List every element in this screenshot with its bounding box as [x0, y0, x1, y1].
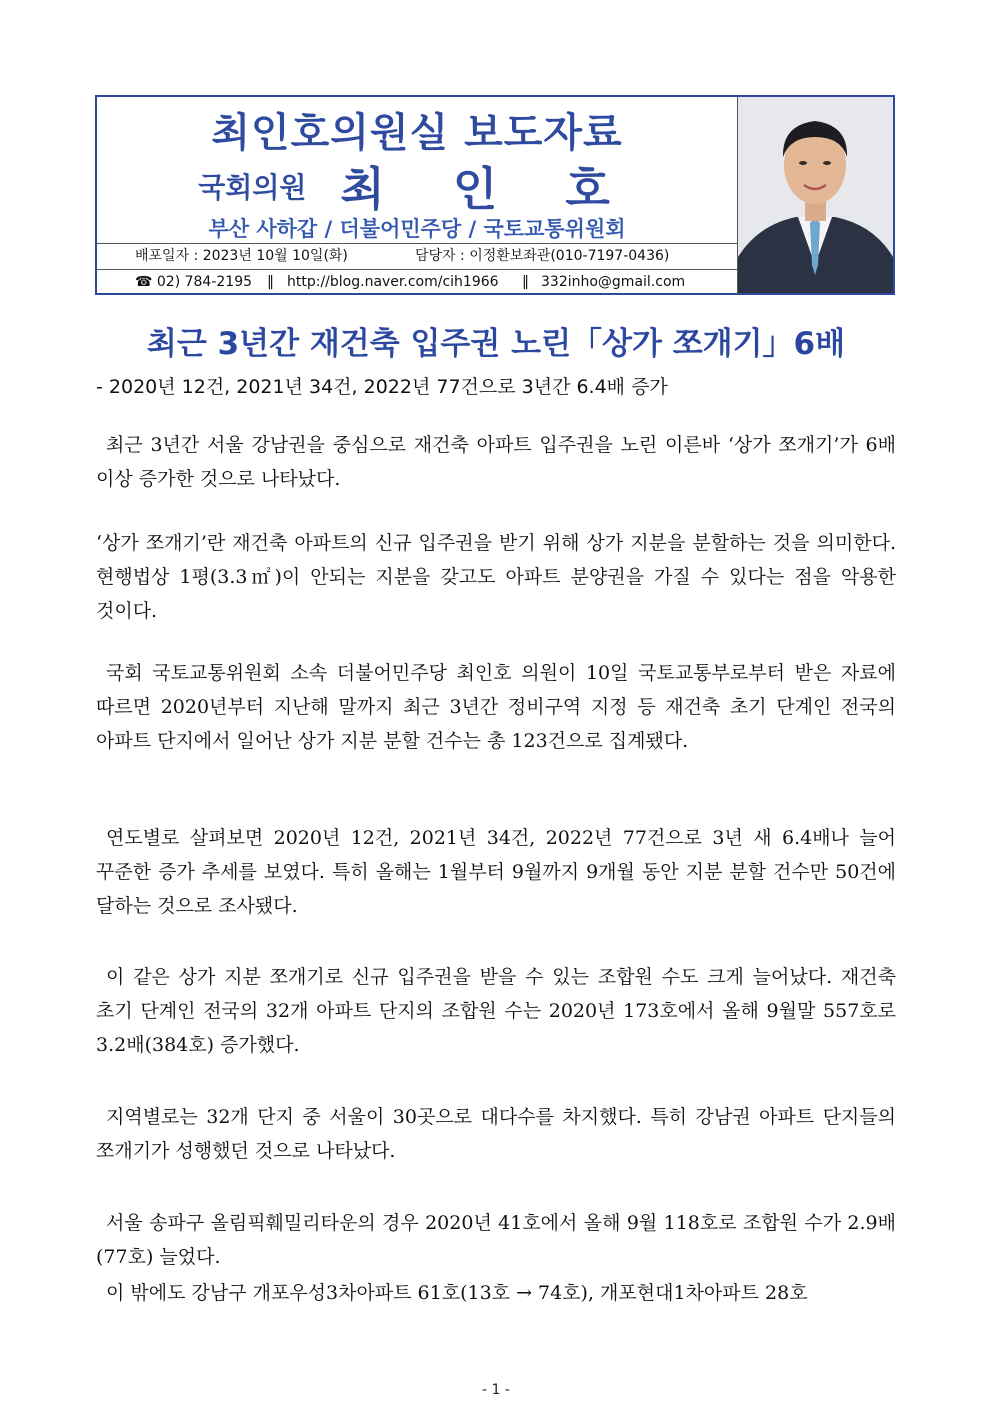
paragraph-4: 연도별로 살펴보면 2020년 12건, 2021년 34건, 2022년 77건으로 3년 새 6.4배나 늘어 꾸준한 증가 추세를 보였다. 특히 올해는 1월부터 9월까지 9개월 동안 지분 분할 건수만 50건에 달하는 것으로 조사됐다.	[96, 827, 896, 917]
phone-number: ☎ 02) 784-2195	[135, 274, 253, 290]
release-date: 배포일자 : 2023년 10월 10일(화)	[135, 248, 348, 264]
article-subtitle: - 2020년 12건, 2021년 34건, 2022년 77건으로 3년간 6.4배 증가	[96, 376, 668, 398]
lawmaker-affiliation: 부산 사하갑 / 더불어민주당 / 국토교통위원회	[208, 217, 626, 241]
contact-person: 담당자 : 이정환보좌관(010-7197-0436)	[415, 248, 670, 264]
page-number: - 1 -	[482, 1382, 510, 1398]
lawmaker-name: 최 인 호	[340, 162, 636, 216]
lawmaker-role: 국회의원	[198, 171, 307, 204]
paragraph-1: 최근 3년간 서울 강남권을 중심으로 재건축 아파트 입주권을 노린 이른바 ‘상가 쪼개기’가 6배 이상 증가한 것으로 나타났다.	[96, 434, 896, 490]
paragraph-6: 지역별로는 32개 단지 중 서울이 30곳으로 대다수를 차지했다. 특히 강남권 아파트 단지들의 쪼개기가 성행했던 것으로 나타났다.	[96, 1106, 896, 1162]
release-info-row	[97, 243, 737, 269]
portrait-image	[738, 97, 893, 293]
paragraph-5: 이 같은 상가 지분 쪼개기로 신규 입주권을 받을 수 있는 조합원 수도 크게 늘어났다. 재건축 초기 단계인 전국의 32개 아파트 단지의 조합원 수는 2020년 173호에서 올해 9월말 557호로 3.2배(384호) 증가했다.	[96, 966, 896, 1056]
paragraph-2: ‘상가 쪼개기’란 재건축 아파트의 신규 입주권을 받기 위해 상가 지분을 분할하는 것을 의미한다. 현행법상 1평(3.3㎡)이 안되는 지분을 갖고도 아파트 분양권을 가질 수 있다는 점을 악용한 것이다.	[96, 532, 896, 622]
press-header	[95, 95, 895, 295]
separator: ‖	[267, 274, 274, 290]
contact-info-row	[97, 269, 737, 295]
separator: ‖	[522, 274, 529, 290]
press-release-title: 최인호의원실 보도자료	[211, 110, 623, 156]
paragraph-8: 이 밖에도 강남구 개포우성3차아파트 61호(13호 → 74호), 개포현대1차아파트 28호	[106, 1282, 808, 1304]
lawmaker-name-row	[97, 153, 737, 219]
email-link[interactable]: 332inho@gmail.com	[541, 274, 686, 290]
paragraph-7: 서울 송파구 올림픽훼밀리타운의 경우 2020년 41호에서 올해 9월 118호로 조합원 수가 2.9배(77호) 늘었다.	[96, 1212, 896, 1268]
header-text-area	[97, 97, 738, 295]
paragraph-3: 국회 국토교통위원회 소속 더불어민주당 최인호 의원이 10일 국토교통부로부터 받은 자료에 따르면 2020년부터 지난해 말까지 최근 3년간 정비구역 지정 등 재건축 초기 단계인 전국의 아파트 단지에서 일어난 상가 지분 분할 건수는 총 123건으로 집계됐다.	[96, 662, 896, 752]
article-title: 최근 3년간 재건축 입주권 노린「상가 쪼개기」6배	[146, 326, 846, 362]
blog-link[interactable]: http://blog.naver.com/cih1966	[287, 274, 499, 290]
lawmaker-photo	[738, 97, 893, 293]
